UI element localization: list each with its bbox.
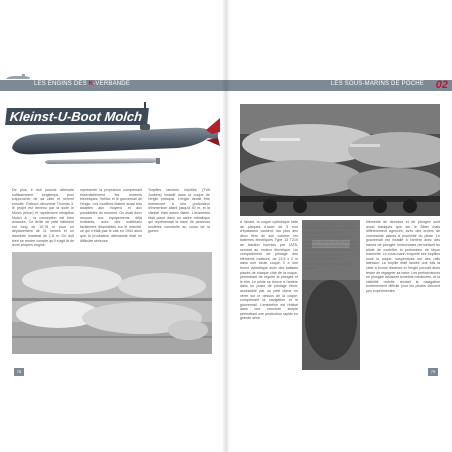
right-column-2: éléments de direction et de plongée sont aussi basiques que sur le Biber mais différemment agencés, avec des leviers de commande placés à proximité du pilote. Le gouvernail est installé à l'arrière avec des barres de plongée horizontales permettant au pilote de contrôler la profondeur de façon manuelle. Le sous-marin emporte ses torpilles sous la coque, suspendues sur des rails latéraux. La torpille était lancée une fois la cible à bonne distance et l'engin pouvait alors tenter de regagner sa base. Les performances en plongée restaient toutefois médiocres, et la visibilité réduite rendait la navigation extrêmement difficile pour les pilotes souvent peu expérimentés. [366, 220, 440, 293]
right-column-1: A l'avant, la coque cylindrique faite de plaques d'acier de 5 mm d'épaisseur contient, sur plus des deux tiers de son volume, les batteries électriques Type 13 T210 de traction fournies par l'AFA, servant au moteur électrique. Un compartiment de pilotage des éléments moteurs, de 13,5 x 2 m dans une seule coque. Il a une forme cylindrique avec des ballasts placés de chaque côté de la coque, permettant de réguler la plongée et le trim. Le pilote se trouve à l'arrière dans un poste de pilotage étroit, accessible par un petit dôme en verre sur le dessus de la coque, comprenant la navigation et le gouvernail. L'ensemble est réalisé dans une structure simple permettant une production rapide en grande série. [240, 220, 298, 321]
book-gutter [222, 0, 230, 452]
left-header-bar [0, 80, 226, 91]
right-header-title: LES SOUS-MARINS DE POCHE [330, 81, 424, 87]
right-page-number: 79 [428, 368, 438, 376]
molch-hulls-photo [12, 252, 212, 354]
chapter-number: 02 [435, 79, 448, 91]
left-header-title: LES ENGINS DES K-VERBÄNDE [34, 81, 131, 87]
article-title: Kleinst-U-Boot Molch [5, 108, 149, 125]
left-page-number: 78 [14, 368, 24, 376]
right-header-bar [226, 80, 452, 91]
left-column-2: représente la propulsion comprenant essentiellement les moteurs électriques, l'hélice et le gouvernail de l'engin. Les modèles étaient aussi très adaptés aux moyens et aux possibilités du moment. On avait donc recours aux équipements déjà existants, avec des matériaux facilement disponibles sur le marché, ce qui n'était pas le cas en 1944 alors que la production allemande était en difficulté sérieuse. [80, 188, 142, 243]
left-column-1: De plus, il doit pouvoir atteindre suffisamment longtemps pour s'approcher de sa cible et revenir ensuite. D'abord dénommé Thomas 3, le projet est devenu par la suite le Molch (triton) et rapidement rebaptisé Molch A ; la conception est bien avancée. Ce drôle de petit bâtiment est long de 10,78 m pour un déplacement de 11 tonnes et un diamètre maximal de 1,8 m. On doit bien se rendre compte qu'il s'agit là de leurs propres engins. [12, 188, 74, 248]
molch-railcar-photo [240, 104, 440, 216]
photo-caption: ▲ A l'issue de la capture, les Molch furent rassemblés par les Alliés en Italie et aux Pays-Bas. De nombreuses unités furent ainsi capturées intactes par les troupes britanniques et américaines, qui les étudièrent en détail dans les mois qui suivirent la fin du conflit. Certains exemplaires sont aujourd'hui conservés dans des musées. [304, 222, 358, 271]
left-column-3: Torpilles lancées torpilles (TVA Junkers) installé dans la coque de l'engin principal. L'engin devait être manœuvré à une profondeur d'immersion allant jusqu'à 40 m, et la vitesse était assez faible. L'ensemble était placé dans un cadre métallique qui représentait la base de plusieurs modèles construits au cours de la guerre. [148, 188, 210, 234]
right-page [226, 0, 452, 452]
